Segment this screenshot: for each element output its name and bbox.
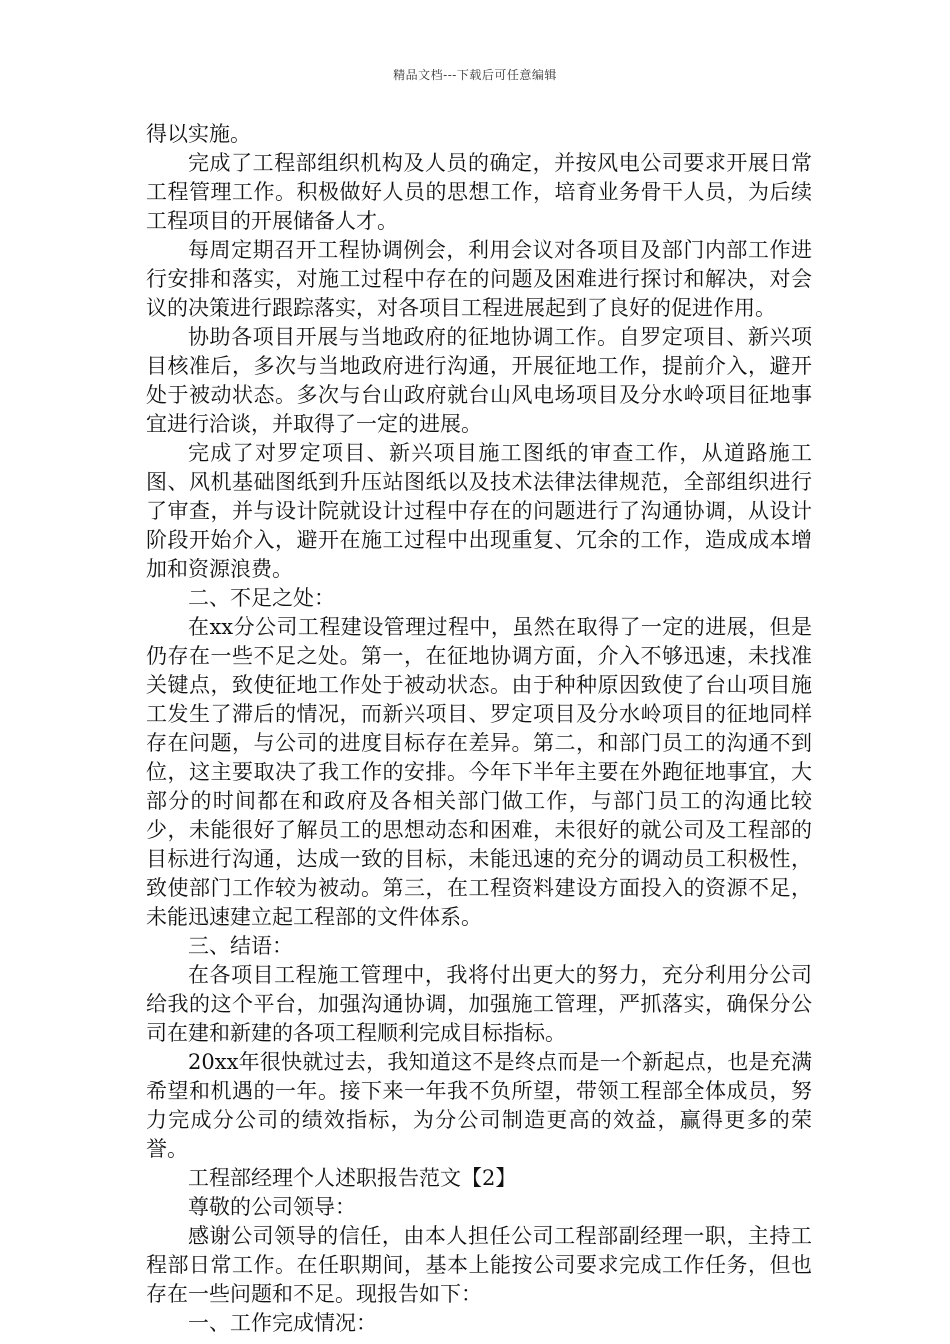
paragraph: 在xx分公司工程建设管理过程中，虽然在取得了一定的进展，但是仍存在一些不足之处。第一，在征地协调方面，介入不够迅速，未找准关键点，致使征地工作处于被动状态。由于种种原因致使了台山项目施工发生了滞后的情况，而新兴项目、罗定项目及分水岭项目的征地同样存在问题，与公司的进度目标存在差异。第二，和部门员工的沟通不到位，这主要取决了我工作的安排。今年下半年主要在外跑征地事宜，大部分的时间都在和政府及各相关部门做工作，与部门员工的沟通比较少，未能很好了解员工的思想动态和困难，未很好的就公司及工程部的目标进行沟通，达成一致的目标，未能迅速的充分的调动员工积极性，致使部门工作较为被动。第三，在工程资料建设方面投入的资源不足，未能迅速建立起工程部的文件体系。	[146, 615, 812, 929]
paragraph: 协助各项目开展与当地政府的征地协调工作。自罗定项目、新兴项目核准后，多次与当地政府进行沟通，开展征地工作，提前介入，避开处于被动状态。多次与台山政府就台山风电场项目及分水岭项目征地事宜进行洽谈，并取得了一定的进展。	[146, 325, 812, 436]
paragraph: 完成了工程部组织机构及人员的确定，并按风电公司要求开展日常工程管理工作。积极做好人员的思想工作，培育业务骨干人员，为后续工程项目的开展储备人才。	[146, 151, 812, 233]
paragraph: 感谢公司领导的信任，由本人担任公司工程部副经理一职，主持工程部日常工作。在任职期间，基本上能按公司要求完成工作任务，但也存在一些问题和不足。现报告如下：	[146, 1224, 812, 1306]
paragraph-continuation: 得以实施。	[146, 122, 251, 146]
section-heading: 一、工作完成情况：	[188, 1311, 377, 1335]
salutation: 尊敬的公司领导：	[188, 1195, 356, 1219]
section-heading: 二、不足之处：	[188, 586, 335, 610]
paragraph: 在各项目工程施工管理中，我将付出更大的努力，充分利用分公司给我的这个平台，加强沟通协调，加强施工管理，严抓落实，确保分公司在建和新建的各项工程顺利完成目标指标。	[146, 963, 812, 1045]
section-heading: 三、结语：	[188, 934, 293, 958]
document-body	[146, 120, 812, 1338]
paragraph: 完成了对罗定项目、新兴项目施工图纸的审查工作，从道路施工图、风机基础图纸到升压站图纸以及技术法律法律规范，全部组织进行了审查，并与设计院就设计过程中存在的问题进行了沟通协调，从设计阶段开始介入，避开在施工过程中出现重复、冗余的工作，造成成本增加和资源浪费。	[146, 441, 812, 581]
page-header: 精品文档---下载后可任意编辑	[393, 68, 557, 82]
paragraph: 每周定期召开工程协调例会，利用会议对各项目及部门内部工作进行安排和落实，对施工过程中存在的问题及困难进行探讨和解决，对会议的决策进行跟踪落实，对各项目工程进展起到了良好的促进作用。	[146, 238, 812, 320]
paragraph: 20xx年很快就过去，我知道这不是终点而是一个新起点，也是充满希望和机遇的一年。接下来一年我不负所望，带领工程部全体成员，努力完成分公司的绩效指标，为分公司制造更高的效益，赢得更多的荣誉。	[146, 1050, 812, 1161]
report-title: 工程部经理个人述职报告范文【2】	[188, 1166, 517, 1190]
